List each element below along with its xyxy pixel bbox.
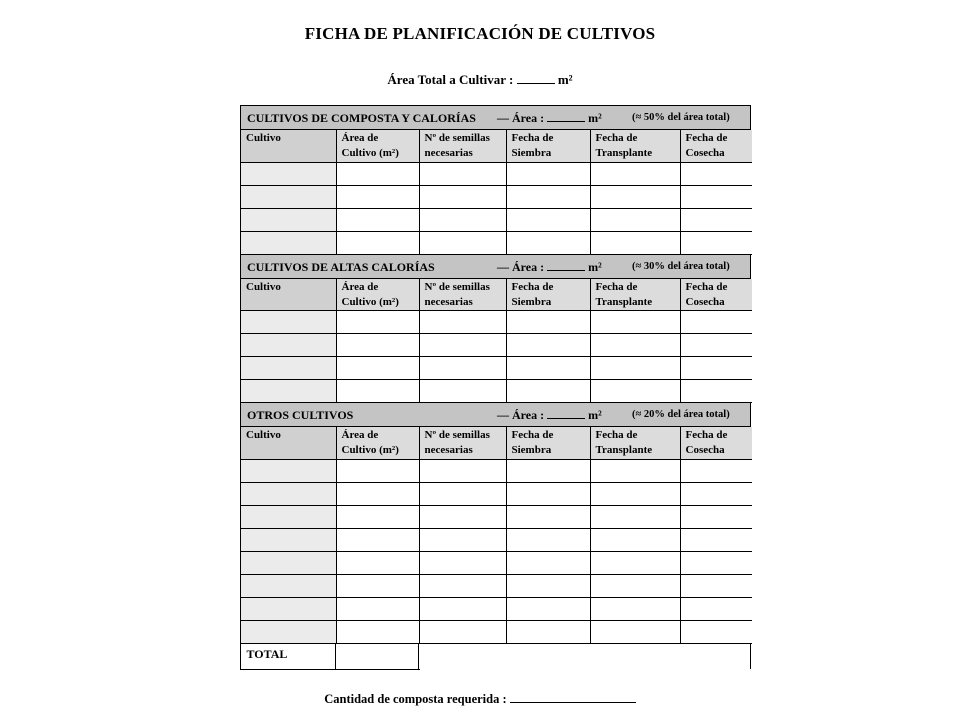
column-header: Cultivo: [241, 427, 336, 459]
table-cell[interactable]: [336, 597, 419, 620]
table-cell[interactable]: [419, 208, 506, 231]
table-cell[interactable]: [680, 185, 752, 208]
section-area-unit: m²: [588, 408, 602, 422]
table-cell[interactable]: [419, 482, 506, 505]
column-header: Cultivo: [241, 130, 336, 162]
table-row: [241, 551, 752, 574]
table-cell[interactable]: [241, 231, 336, 254]
table-cell[interactable]: [241, 620, 336, 643]
table-cell[interactable]: [336, 482, 419, 505]
table-cell[interactable]: [506, 357, 590, 380]
table-cell[interactable]: [241, 208, 336, 231]
table-cell[interactable]: [680, 528, 752, 551]
table-cell[interactable]: [590, 380, 680, 403]
column-header-row: [241, 279, 752, 311]
table-row: [241, 482, 752, 505]
table-cell[interactable]: [506, 620, 590, 643]
table-cell[interactable]: [336, 528, 419, 551]
table-cell[interactable]: [336, 459, 419, 482]
total-row: [241, 644, 750, 669]
table-cell[interactable]: [590, 597, 680, 620]
table-cell[interactable]: [590, 208, 680, 231]
total-area-label: Área Total a Cultivar :: [387, 72, 514, 87]
table-cell[interactable]: [590, 528, 680, 551]
crop-table: [241, 130, 752, 255]
table-cell[interactable]: [241, 551, 336, 574]
table-cell[interactable]: [680, 231, 752, 254]
table-cell[interactable]: [419, 528, 506, 551]
table-cell[interactable]: [419, 357, 506, 380]
table-cell[interactable]: [336, 551, 419, 574]
table-cell[interactable]: [336, 574, 419, 597]
section-title: CULTIVOS DE ALTAS CALORÍAS: [247, 259, 435, 274]
column-header: Fecha de Cosecha: [680, 130, 752, 162]
table-cell[interactable]: [680, 162, 752, 185]
table-cell[interactable]: [590, 459, 680, 482]
table-cell[interactable]: [680, 597, 752, 620]
table-cell[interactable]: [590, 620, 680, 643]
table-cell[interactable]: [241, 311, 336, 334]
section-area-label: — Área :: [497, 111, 545, 125]
table-cell[interactable]: [680, 357, 752, 380]
crop-section: [241, 255, 750, 404]
section-title: OTROS CULTIVOS: [247, 408, 354, 422]
table-cell[interactable]: [506, 185, 590, 208]
table-cell[interactable]: [506, 380, 590, 403]
column-header: Fecha de Cosecha: [680, 279, 752, 311]
section-header: [241, 255, 750, 279]
table-row: [241, 334, 752, 357]
section-area-blank[interactable]: [547, 261, 585, 271]
column-header: Fecha de Transplante: [590, 279, 680, 311]
table-cell[interactable]: [680, 459, 752, 482]
table-cell[interactable]: [241, 528, 336, 551]
compost-blank[interactable]: [510, 692, 636, 703]
column-header-row: [241, 130, 752, 162]
column-header: Área de Cultivo (m²): [336, 130, 419, 162]
table-cell[interactable]: [590, 185, 680, 208]
table-cell[interactable]: [590, 482, 680, 505]
table-cell[interactable]: [590, 162, 680, 185]
table-cell[interactable]: [590, 574, 680, 597]
total-label: TOTAL: [241, 644, 336, 669]
compost-line: [0, 692, 960, 707]
table-cell[interactable]: [590, 505, 680, 528]
table-cell[interactable]: [336, 505, 419, 528]
table-cell[interactable]: [336, 162, 419, 185]
column-header: Cultivo: [241, 279, 336, 311]
table-row: [241, 620, 752, 643]
table-cell[interactable]: [506, 334, 590, 357]
section-area-unit: m²: [588, 111, 602, 125]
table-cell[interactable]: [336, 334, 419, 357]
table-cell[interactable]: [506, 482, 590, 505]
section-area-unit: m²: [588, 259, 602, 274]
table-cell[interactable]: [419, 311, 506, 334]
table-row: [241, 528, 752, 551]
table-cell[interactable]: [590, 311, 680, 334]
section-percentage: (≈ 30% del área total): [632, 260, 730, 272]
table-cell[interactable]: [506, 574, 590, 597]
table-cell[interactable]: [506, 459, 590, 482]
total-wrap: [240, 644, 420, 670]
column-header: Área de Cultivo (m²): [336, 279, 419, 311]
table-cell[interactable]: [419, 505, 506, 528]
table-cell[interactable]: [590, 231, 680, 254]
crop-table: [241, 279, 752, 404]
table-row: [241, 357, 752, 380]
table-cell[interactable]: [419, 597, 506, 620]
table-cell[interactable]: [680, 574, 752, 597]
total-area-blank[interactable]: [517, 73, 555, 84]
table-cell[interactable]: [336, 357, 419, 380]
table-cell[interactable]: [336, 380, 419, 403]
table-cell[interactable]: [680, 208, 752, 231]
table-cell[interactable]: [241, 334, 336, 357]
crop-section: [241, 403, 750, 644]
total-area-line: [0, 72, 960, 88]
table-cell[interactable]: [506, 528, 590, 551]
table-cell[interactable]: [419, 620, 506, 643]
table-cell[interactable]: [590, 357, 680, 380]
column-header: Nº de semillas necesarias: [419, 427, 506, 459]
table-cell[interactable]: [680, 505, 752, 528]
table-cell[interactable]: [336, 311, 419, 334]
table-row: [241, 597, 752, 620]
table-cell[interactable]: [590, 551, 680, 574]
table-cell[interactable]: [419, 551, 506, 574]
section-area: [497, 111, 602, 126]
table-cell[interactable]: [506, 551, 590, 574]
column-header: Área de Cultivo (m²): [336, 427, 419, 459]
crop-table: [241, 427, 752, 644]
column-header: Fecha de Transplante: [590, 130, 680, 162]
table-cell[interactable]: [680, 620, 752, 643]
table-row: [241, 185, 752, 208]
section-header: [241, 403, 750, 427]
section-area-label: — Área :: [497, 259, 545, 274]
total-area-unit: m²: [557, 72, 573, 87]
page-title: FICHA DE PLANIFICACIÓN DE CULTIVOS: [304, 24, 656, 43]
section-area-blank[interactable]: [547, 409, 585, 419]
column-header: Fecha de Siembra: [506, 130, 590, 162]
table-cell[interactable]: [241, 357, 336, 380]
table-cell[interactable]: [419, 459, 506, 482]
table-cell[interactable]: [419, 574, 506, 597]
section-area: [497, 260, 602, 275]
table-row: [241, 231, 752, 254]
table-cell[interactable]: [419, 334, 506, 357]
table-cell[interactable]: [506, 597, 590, 620]
column-header: Fecha de Transplante: [590, 427, 680, 459]
table-cell[interactable]: [419, 185, 506, 208]
table-cell[interactable]: [506, 208, 590, 231]
table-cell[interactable]: [680, 551, 752, 574]
section-header: [241, 106, 750, 130]
table-cell[interactable]: [241, 597, 336, 620]
table-row: [241, 208, 752, 231]
table-cell[interactable]: [336, 231, 419, 254]
table-cell[interactable]: [336, 185, 419, 208]
table-cell[interactable]: [241, 185, 336, 208]
column-header-row: [241, 427, 752, 459]
table-cell[interactable]: [241, 380, 336, 403]
table-cell[interactable]: [680, 380, 752, 403]
section-title: CULTIVOS DE COMPOSTA Y CALORÍAS: [247, 111, 476, 125]
table-cell[interactable]: [241, 574, 336, 597]
table-row: [241, 162, 752, 185]
table-cell[interactable]: [419, 231, 506, 254]
table-cell[interactable]: [419, 380, 506, 403]
table-row: [241, 505, 752, 528]
column-header: Nº de semillas necesarias: [419, 130, 506, 162]
table-cell[interactable]: [680, 482, 752, 505]
table-cell[interactable]: [506, 231, 590, 254]
table-cell[interactable]: [336, 208, 419, 231]
table-row: [241, 311, 752, 334]
table-cell[interactable]: [336, 620, 419, 643]
section-percentage: (≈ 20% del área total): [632, 409, 730, 420]
column-header: Fecha de Siembra: [506, 279, 590, 311]
column-header: Fecha de Siembra: [506, 427, 590, 459]
table-cell[interactable]: [419, 162, 506, 185]
table-cell[interactable]: [506, 311, 590, 334]
table-row: [241, 574, 752, 597]
table-cell[interactable]: [506, 162, 590, 185]
table-row: [241, 459, 752, 482]
table-cell[interactable]: [680, 334, 752, 357]
column-header: Fecha de Cosecha: [680, 427, 752, 459]
table-cell[interactable]: [241, 459, 336, 482]
section-percentage: (≈ 50% del área total): [632, 112, 730, 123]
table-cell[interactable]: [590, 334, 680, 357]
column-header: Nº de semillas necesarias: [419, 279, 506, 311]
table-cell[interactable]: [506, 505, 590, 528]
table-cell[interactable]: [680, 311, 752, 334]
table-cell[interactable]: [241, 505, 336, 528]
table-cell[interactable]: [241, 482, 336, 505]
table-row: [241, 380, 752, 403]
section-area-label: — Área :: [497, 408, 545, 422]
crop-section: [241, 106, 750, 255]
total-input[interactable]: [336, 644, 419, 669]
planning-form: [240, 105, 751, 669]
compost-label: Cantidad de composta requerida :: [324, 692, 507, 706]
section-area: [497, 408, 602, 423]
section-area-blank[interactable]: [547, 112, 585, 122]
table-cell[interactable]: [241, 162, 336, 185]
